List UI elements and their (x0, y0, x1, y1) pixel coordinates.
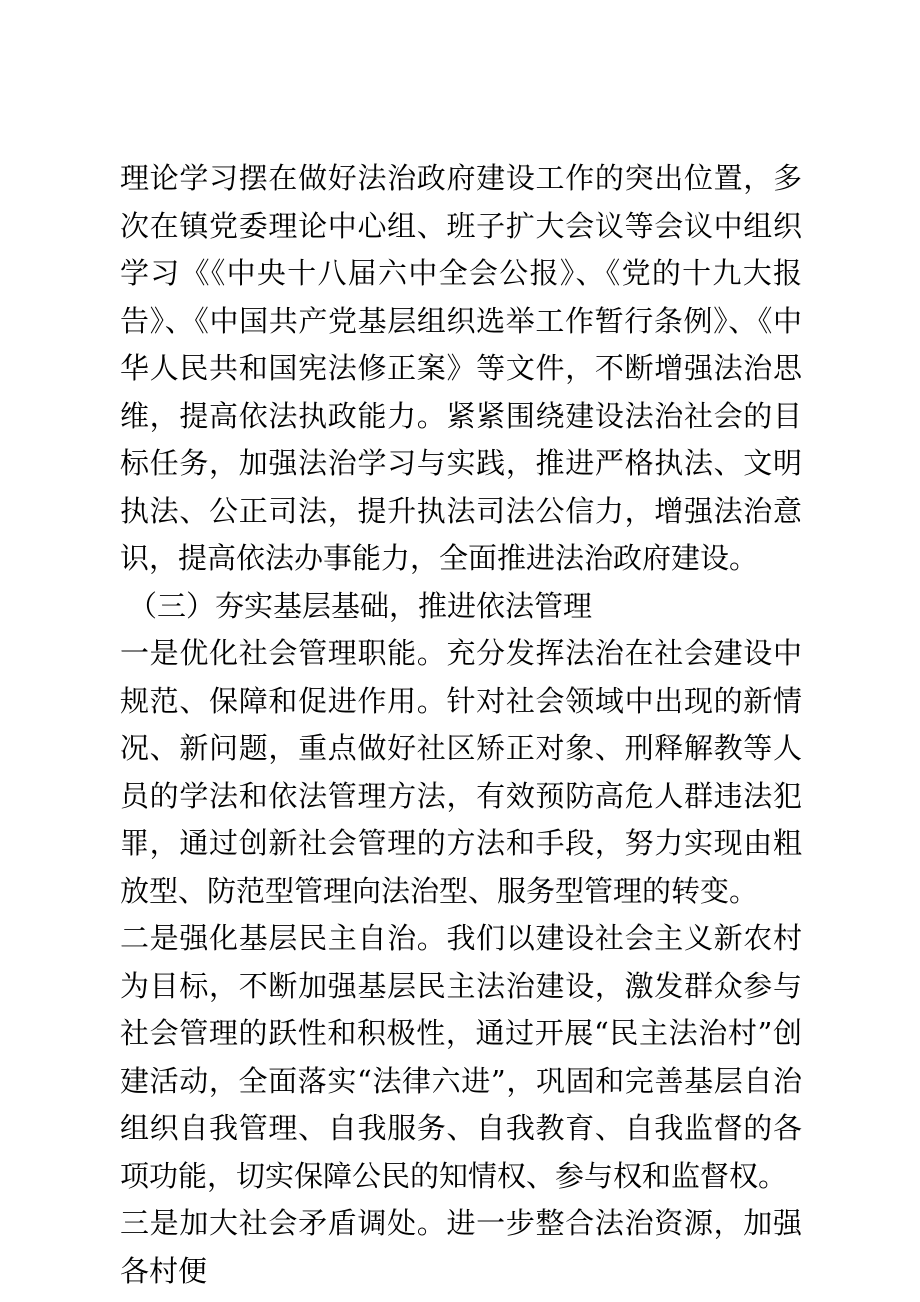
body-paragraph: 理论学习摆在做好法治政府建设工作的突出位置，多次在镇党委理论中心组、班子扩大会议等会议中组织学习《《中央十八届六中全会公报》、《党的十九大报告》、《中国共产党基层组织选举工作暂行条例》、《中华人民共和国宪法修正案》等文件，不断增强法治思维，提高依法执政能力。紧紧围绕建设法治社会的目标任务，加强法治学习与实践，推进严格执法、文明执法、公正司法，提升执法司法公信力，增强法治意识，提高依法办事能力，全面推进法治政府建设。 (120, 161, 802, 575)
body-paragraph: 二是强化基层民主自治。我们以建设社会主义新农村为目标，不断加强基层民主法治建设，激发群众参与社会管理的跃性和积极性，通过开展“民主法治村”创建活动，全面落实“法律六进”，巩固和完善基层自治组织自我管理、自我服务、自我教育、自我监督的各项功能，切实保障公民的知情权、参与权和监督权。 (120, 921, 802, 1193)
document-body (120, 155, 802, 1295)
section-heading: （三）夯实基层基础，推进依法管理 (128, 588, 593, 623)
body-paragraph: 一是优化社会管理职能。充分发挥法治在社会建设中规范、保障和促进作用。针对社会领域中出现的新情况、新问题，重点做好社区矫正对象、刑释解教等人员的学法和依法管理方法，有效预防高危人群违法犯罪，通过创新社会管理的方法和手段，努力实现由粗放型、防范型管理向法治型、服务型管理的转变。 (120, 636, 802, 908)
body-paragraph: 三是加大社会矛盾调处。进一步整合法治资源，加强各村便 (120, 1206, 802, 1288)
